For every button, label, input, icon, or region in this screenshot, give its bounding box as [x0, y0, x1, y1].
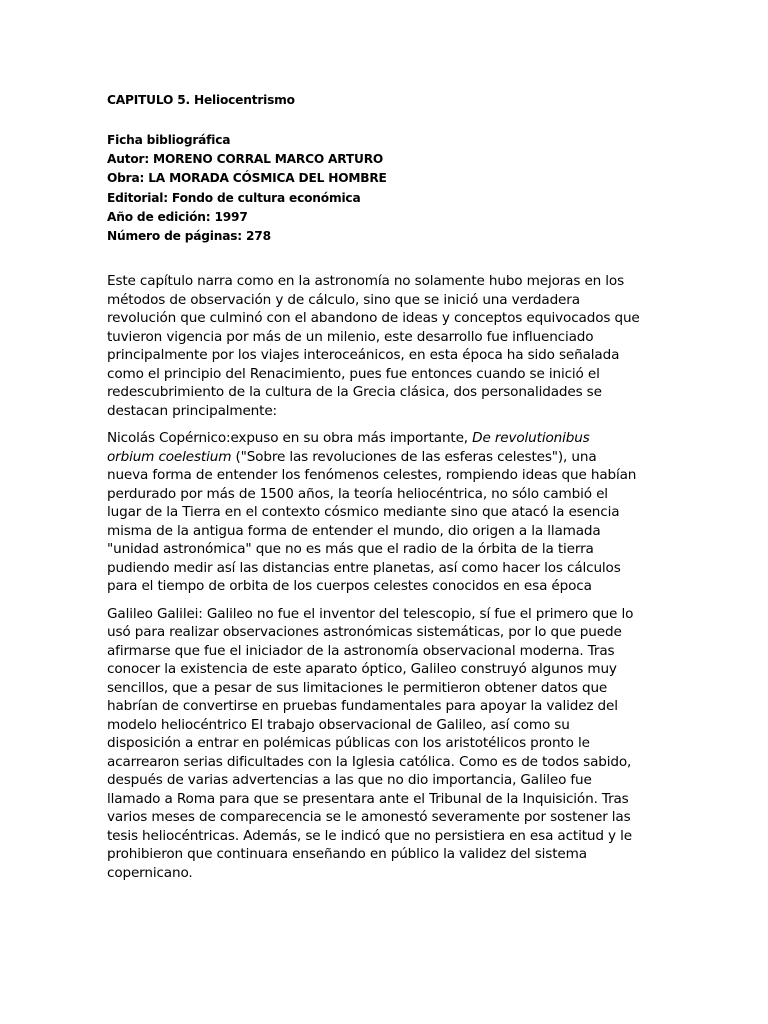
text-line: acarrearon serias dificultades con la Iglesia católica. Como es de todos sabido,: [107, 753, 632, 770]
text-line: [107, 429, 692, 448]
text-line: revolución que culminó con el abandono de ideas y conceptos equivocados que: [107, 310, 640, 326]
text-line: "unidad astronómica" que no es más que el radio de la órbita de la tierra: [107, 541, 594, 557]
text-line: principalmente por los viajes interoceánicos, en esta época ha sido señalada: [107, 347, 620, 363]
text-line: copernicano.: [107, 864, 193, 881]
text-line: como el principio del Renacimiento, pues fue entonces cuando se inició el: [107, 365, 600, 382]
paragraph-copernico: [107, 429, 692, 596]
ficha-heading: Ficha bibliográfica: [107, 133, 231, 147]
text-line: para el tiempo de orbita de los cuerpos celestes conocidos en esa época: [107, 578, 592, 594]
text-line: tuvieron vigencia por más de un milenio, este desarrollo fue influenciado: [107, 328, 594, 345]
text-line: conocer la existencia de este aparato óptico, Galileo construyó algunos muy: [107, 661, 617, 677]
text-line: habrían de convertirse en pruebas fundamentales para apoyar la validez del: [107, 698, 618, 714]
text-line: afirmarse que fue el iniciador de la astronomía observacional moderna. Tras: [107, 642, 615, 659]
book-title-italic: orbium coelestium: [107, 448, 232, 465]
text-line: varios meses de comparecencia se le amonestó severamente por sostener las: [107, 809, 631, 825]
text-line: lugar de la Tierra en el contexto cósmico mediante sino que atacó la esencia: [107, 504, 620, 520]
text-run: Nicolás Copérnico:expuso en su obra más importante,: [107, 430, 473, 446]
book-title-italic: De revolutionibus: [472, 430, 590, 446]
ficha-paginas: Número de páginas: 278: [107, 229, 271, 244]
text-line: redescubrimiento de la cultura de la Grecia clásica, dos personalidades se: [107, 384, 602, 400]
ficha-editorial: Editorial: Fondo de cultura económica: [107, 190, 361, 205]
text-line: sencillos, que a pesar de sus limitaciones le permitieron obtener datos que: [107, 679, 608, 696]
text-run: ("Sobre las revoluciones de las esferas celestes"), una: [231, 448, 597, 465]
text-line: tesis heliocéntricas. Además, se le indicó que no persistiera en esa actitud y le: [107, 827, 632, 844]
ficha-obra: Obra: LA MORADA CÓSMICA DEL HOMBRE: [107, 171, 387, 186]
ficha-anio: Año de edición: 1997: [107, 209, 248, 224]
text-line: métodos de observación y de cálculo, sino que se inició una verdadera: [107, 291, 580, 308]
text-line: prohibieron que continuara enseñando en público la validez del sistema: [107, 846, 587, 862]
text-line: [107, 448, 692, 467]
text-line: usó para realizar observaciones astronómicas sistemáticas, por lo que puede: [107, 624, 622, 640]
chapter-title: CAPITULO 5. Heliocentrismo: [107, 93, 295, 107]
text-line: misma de la antigua forma de entender el mundo, dio origen a la llamada: [107, 522, 601, 539]
text-line: Este capítulo narra como en la astronomía no solamente hubo mejoras en los: [107, 273, 625, 289]
text-line: pudiendo medir así las distancias entre planetas, así como hacer los cálculos: [107, 559, 621, 576]
text-line: nueva forma de entender los fenómenos celestes, rompiendo ideas que habían: [107, 467, 637, 483]
paragraph-galileo: [107, 605, 692, 883]
text-line: Galileo Galilei: Galileo no fue el inventor del telescopio, sí fue el primero que lo: [107, 605, 634, 622]
text-line: modelo heliocéntrico El trabajo observacional de Galileo, así como su: [107, 716, 570, 733]
ficha-autor: Autor: MORENO CORRAL MARCO ARTURO: [107, 152, 384, 167]
text-line: llamado a Roma para que se presentara ante el Tribunal de la Inquisición. Tras: [107, 790, 629, 807]
text-line: después de varias advertencias a las que no dio importancia, Galileo fue: [107, 772, 592, 788]
body-text: [107, 272, 692, 891]
text-line: destacan principalmente:: [107, 402, 277, 419]
text-line: disposición a entrar en polémicas públicas con los aristotélicos pronto le: [107, 735, 590, 751]
text-line: perdurado por más de 1500 años, la teoría heliocéntrica, no sólo cambió el: [107, 485, 608, 502]
bibliographic-record: [107, 131, 387, 246]
paragraph-intro: [107, 272, 692, 420]
